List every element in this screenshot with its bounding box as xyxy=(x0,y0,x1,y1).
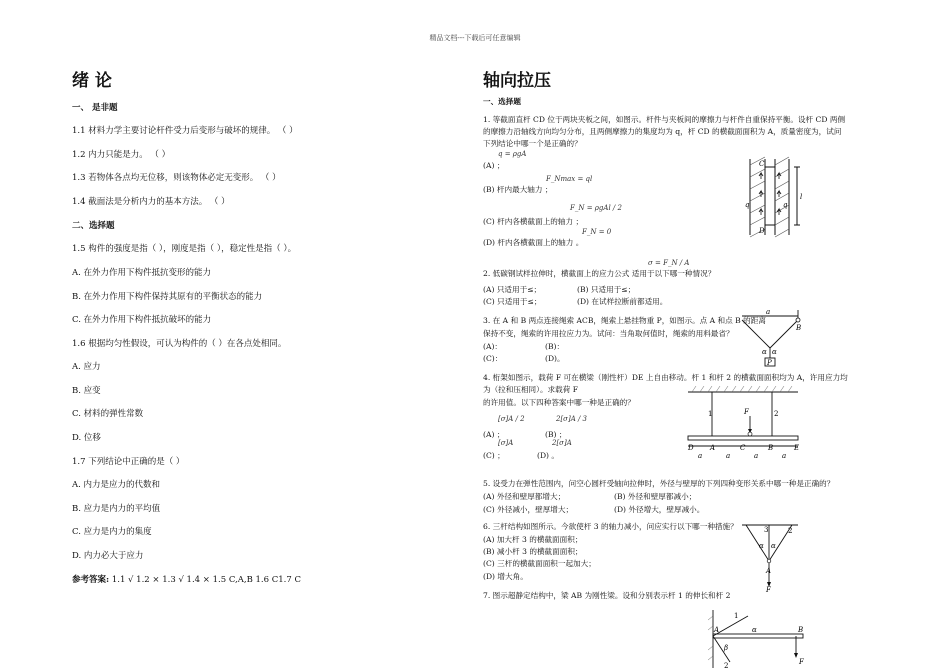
fig5-label-rod-1: 1 xyxy=(734,612,739,620)
fig2-label-a-dim: a xyxy=(766,308,771,316)
fig4-label-f: F xyxy=(766,586,771,594)
formula-4-d: 2[σ]A xyxy=(552,439,572,447)
problem-6-option-d: (D) 增大角。 xyxy=(483,572,528,581)
formula-2: σ = F_N / A xyxy=(648,259,690,267)
fig5-label-a: A xyxy=(714,626,720,634)
problem-6-line-1: 6. 三杆结构如图所示。今欲使杆 3 的轴力减小，问应实行以下哪一种措施？ xyxy=(483,522,738,531)
formula-4-c: [σ]A xyxy=(498,439,514,447)
answer-line xyxy=(72,573,301,585)
fig1-label-c: C xyxy=(759,160,765,168)
option-1-5-a: A. 在外力作用下构件抵抗变形的能力 xyxy=(72,268,212,278)
fig5-label-beta: β xyxy=(724,644,729,652)
problem-4-option-b: (B) ； xyxy=(545,430,567,439)
section-right-choice: 一、选择题 xyxy=(483,97,521,106)
option-1-6-c: C. 材料的弹性常数 xyxy=(72,409,144,419)
problem-3-option-c: (C)： xyxy=(483,354,503,363)
option-1-6-d: D. 位移 xyxy=(72,433,101,443)
fig3-label-rod-2: 2 xyxy=(774,410,779,418)
problem-7-line-1: 7. 图示超静定结构中，梁 AB 为刚性梁。设和分别表示杆 1 的伸长和杆 2 xyxy=(483,591,731,600)
problem-4-line-2: 为（拉和压相同）。求载荷 F xyxy=(483,385,579,394)
problem-1-line-2: 的摩擦力沿轴线方向均匀分布，且两侧摩擦力的集度均为 q，杆 CD 的横截面面积为 A，质量密度为，试问 xyxy=(483,127,842,136)
problem-5-line-1: 5. 设受力在弹性范围内，问空心圆杆受轴向拉伸时，外径与壁厚的下列四种变形关系中哪一种是正确的？ xyxy=(483,479,835,488)
fig4-label-alpha-2: α xyxy=(771,542,776,550)
fig2-label-alpha-2: α xyxy=(772,348,777,356)
fig4-label-rod-3: 3 xyxy=(764,526,769,534)
fig1-label-q-right: q xyxy=(783,201,788,209)
fig3-label-d: D xyxy=(688,444,694,452)
formula-1-a: q = ρgA xyxy=(498,150,527,158)
figure-three-bars xyxy=(742,517,802,592)
problem-4-line-3: 的许用值。以下四种答案中哪一种是正确的？ xyxy=(483,398,635,407)
fig3-dim-a-3: a xyxy=(754,452,759,460)
fig1-label-d: D xyxy=(759,227,765,235)
option-1-6-b: B. 应变 xyxy=(72,386,101,396)
figure-clamped-rod xyxy=(745,157,805,237)
problem-2-option-a: (A) 只适用于≤； xyxy=(483,285,542,294)
problem-4-option-a: (A) ； xyxy=(483,430,505,439)
option-1-7-b: B. 应力是内力的平均值 xyxy=(72,504,161,514)
formula-1-b: F_Nmax = ql xyxy=(546,175,593,183)
fig2-label-p: P xyxy=(767,359,772,367)
section-choice: 二、选择题 xyxy=(72,221,115,231)
fig3-label-rod-1: 1 xyxy=(708,410,713,418)
fig3-dim-a-2: a xyxy=(726,452,731,460)
fig5-label-alpha: α xyxy=(752,626,757,634)
question-1-6: 1.6 根据均匀性假设，可认为构件的（ ）在各点处相同。 xyxy=(72,339,287,349)
figure-rope-weight xyxy=(740,308,810,368)
option-1-5-c: C. 在外力作用下构件抵抗破坏的能力 xyxy=(72,315,212,325)
problem-3-option-a: (A)： xyxy=(483,342,503,351)
problem-3-line-2: 保持不变，绳索的许用拉应力为。试问：当角取何值时，绳索的用料最省？ xyxy=(483,329,734,338)
fig2-label-alpha-1: α xyxy=(762,348,767,356)
fig4-label-alpha-1: α xyxy=(759,542,764,550)
option-1-5-b: B. 在外力作用下构件保持其原有的平衡状态的能力 xyxy=(72,292,263,302)
question-1-5: 1.5 构件的强度是指（ ），刚度是指（ ），稳定性是指（ ）。 xyxy=(72,244,297,254)
problem-5-option-a: (A) 外径和壁厚都增大； xyxy=(483,492,566,501)
problem-4-option-d: (D) 。 xyxy=(537,451,560,460)
fig2-label-b: B xyxy=(796,324,802,332)
fig4-label-a: A xyxy=(766,567,772,575)
formula-1-c: F_N = ρgAl / 2 xyxy=(570,204,622,212)
problem-2-option-b: (B) 只适用于≤； xyxy=(577,285,636,294)
question-1-3: 1.3 若物体各点均无位移，则该物体必定无变形。 （ ） xyxy=(72,173,281,183)
fig3-label-f: F xyxy=(744,408,749,416)
page-header: 精品文档---下载后可任意编辑 xyxy=(429,34,521,42)
figure-truss-beam xyxy=(688,380,808,460)
problem-5-option-b: (B) 外径和壁厚都减小； xyxy=(614,492,697,501)
problem-2-option-c: (C) 只适用于≤； xyxy=(483,297,542,306)
fig3-label-e: E xyxy=(794,444,800,452)
option-1-7-c: C. 应力是内力的集度 xyxy=(72,527,152,537)
problem-1-option-c: (C) 杆内各横截面上的轴力 ； xyxy=(483,217,584,226)
fig5-label-rod-2: 2 xyxy=(724,662,729,670)
fig3-dim-a-4: a xyxy=(782,452,787,460)
problem-1-option-b: (B) 杆内最大轴力 ； xyxy=(483,185,553,194)
problem-1-line-3: 下列结论中哪一个是正确的？ xyxy=(483,139,582,148)
problem-6-option-c: (C) 三杆的横截面面积一起加大； xyxy=(483,559,596,568)
fig1-label-l: l xyxy=(800,193,803,201)
fig5-label-b: B xyxy=(798,626,804,634)
problem-6-option-a: (A) 加大杆 3 的横截面面积； xyxy=(483,535,583,544)
answer-text: 1.1 √ 1.2 × 1.3 √ 1.4 × 1.5 C,A,B 1.6 C1.7 C xyxy=(109,575,301,585)
problem-2-line-1: 2. 低碳钢试样拉伸时，横截面上的应力公式 适用于以下哪一种情况？ xyxy=(483,269,716,278)
section-true-false: 一、 是非题 xyxy=(72,103,118,113)
fig3-label-c: C xyxy=(740,444,746,452)
chapter-title-intro: 绪 论 xyxy=(72,71,112,91)
fig3-label-a: A xyxy=(710,444,716,452)
formula-4-a: [σ]A / 2 xyxy=(498,415,525,423)
question-1-2: 1.2 内力只能是力。 （ ） xyxy=(72,150,171,160)
question-1-4: 1.4 截面法是分析内力的基本方法。 （ ） xyxy=(72,197,230,207)
problem-1-line-1: 1. 等截面直杆 CD 位于两块夹板之间，如图示。杆件与夹板间的摩擦力与杆件自重保持平衡。设杆 CD 两侧 xyxy=(483,115,846,124)
option-1-7-d: D. 内力必大于应力 xyxy=(72,551,144,561)
problem-2-option-d: (D) 在试样拉断前都适用。 xyxy=(577,297,668,306)
problem-5-option-c: (C) 外径减小，壁厚增大； xyxy=(483,505,574,514)
problem-3-line-1: 3. 在 A 和 B 两点连接绳索 ACB，绳索上悬挂物重 P，如图示。点 A 和点 B 的距离 xyxy=(483,316,766,325)
problem-1-option-d: (D) 杆内各横截面上的轴力 。 xyxy=(483,238,584,247)
fig1-label-q-left: q xyxy=(745,201,750,209)
fig5-label-f: F xyxy=(799,658,804,666)
problem-1-option-a: (A) ； xyxy=(483,161,505,170)
answer-label: 参考答案: xyxy=(72,575,110,585)
problem-5-option-d: (D) 外径增大，壁厚减小。 xyxy=(614,505,705,514)
option-1-7-a: A. 内力是应力的代数和 xyxy=(72,480,161,490)
problem-3-option-d: (D)。 xyxy=(545,354,565,363)
formula-1-d: F_N = 0 xyxy=(582,228,612,236)
formula-4-b: 2[σ]A / 3 xyxy=(556,415,588,423)
question-1-1: 1.1 材料力学主要讨论杆件受力后变形与破坏的规律。 （ ） xyxy=(72,126,298,136)
question-1-7: 1.7 下列结论中正确的是（ ） xyxy=(72,457,185,467)
problem-3-option-b: (B)： xyxy=(545,342,565,351)
chapter-title-axial: 轴向拉压 xyxy=(483,71,551,91)
problem-6-option-b: (B) 减小杆 3 的横截面面积； xyxy=(483,547,583,556)
fig3-dim-a-1: a xyxy=(698,452,703,460)
problem-4-line-1: 4. 桁架如图示，载荷 F 可在横梁（刚性杆）DE 上自由移动。杆 1 和杆 2 的横截面面积均为 A，许用应力均 xyxy=(483,373,848,382)
fig3-label-b: B xyxy=(768,444,774,452)
fig4-label-rod-2: 2 xyxy=(788,527,793,535)
figure-indeterminate-beam xyxy=(708,610,818,670)
problem-4-option-c: (C) ； xyxy=(483,451,505,460)
option-1-6-a: A. 应力 xyxy=(72,362,101,372)
